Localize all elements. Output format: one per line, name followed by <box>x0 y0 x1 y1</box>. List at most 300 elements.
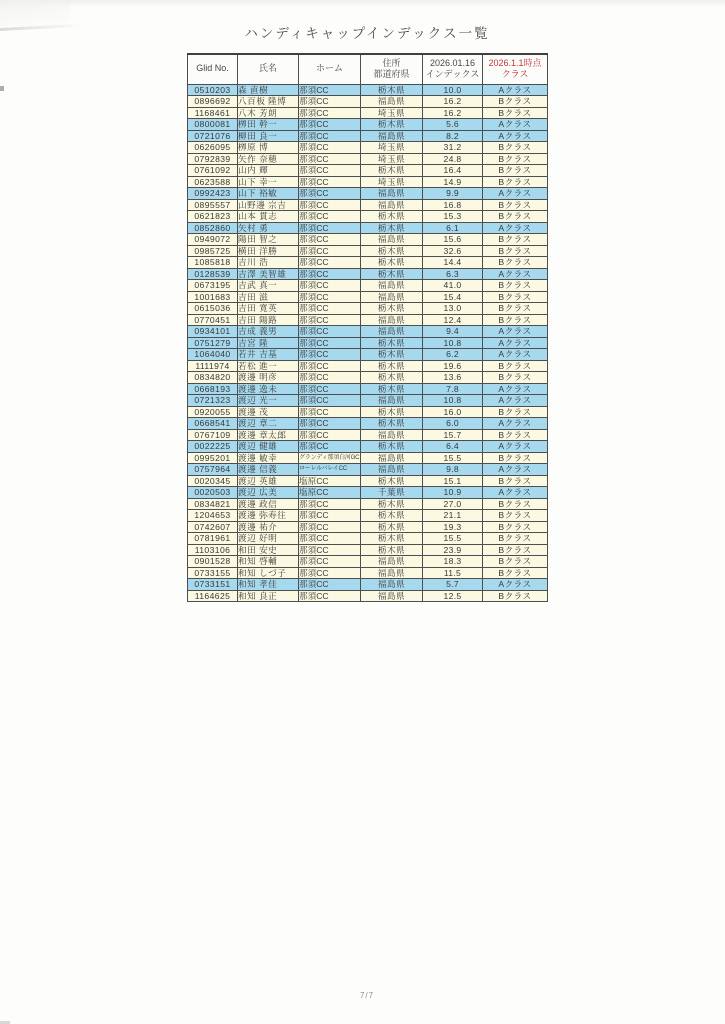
cell-prefecture: 福島県 <box>361 314 423 326</box>
table-row <box>188 268 548 280</box>
cell-prefecture: 栃木県 <box>361 360 423 372</box>
cell-index: 10.8 <box>423 337 483 349</box>
cell-prefecture: 福島県 <box>361 280 423 292</box>
cell-home-club: 那須CC <box>299 383 361 395</box>
scan-top-shade <box>0 0 725 7</box>
column-header-index <box>423 54 483 84</box>
cell-glid-no: 0673195 <box>188 280 238 292</box>
cell-glid-no: 0020345 <box>188 475 238 487</box>
cell-index: 23.9 <box>423 544 483 556</box>
cell-prefecture: 福島県 <box>361 567 423 579</box>
cell-index: 15.7 <box>423 429 483 441</box>
cell-name: 渡辺 広美 <box>238 487 299 499</box>
cell-glid-no: 0761092 <box>188 165 238 177</box>
cell-prefecture: 栃木県 <box>361 475 423 487</box>
cell-index: 5.7 <box>423 579 483 591</box>
cell-class: Aクラス <box>483 268 548 280</box>
cell-index: 12.4 <box>423 314 483 326</box>
cell-class: Bクラス <box>483 406 548 418</box>
cell-index: 16.2 <box>423 107 483 119</box>
table-row <box>188 590 548 602</box>
table-row <box>188 510 548 522</box>
cell-glid-no: 0733155 <box>188 567 238 579</box>
cell-class: Aクラス <box>483 222 548 234</box>
table-row <box>188 521 548 533</box>
cell-class: Bクラス <box>483 498 548 510</box>
cell-prefecture: 埼玉県 <box>361 153 423 165</box>
table-row <box>188 418 548 430</box>
cell-prefecture: 栃木県 <box>361 119 423 131</box>
cell-home-club: 那須CC <box>299 521 361 533</box>
cell-home-club: 那須CC <box>299 245 361 257</box>
cell-home-club: 那須CC <box>299 395 361 407</box>
cell-prefecture: 福島県 <box>361 291 423 303</box>
table-row <box>188 360 548 372</box>
column-header-line1: 2026.1.1時点 <box>488 57 542 68</box>
table-row <box>188 303 548 315</box>
cell-home-club: 那須CC <box>299 337 361 349</box>
cell-prefecture: 福島県 <box>361 429 423 441</box>
table-row <box>188 96 548 108</box>
cell-glid-no: 0800081 <box>188 119 238 131</box>
cell-index: 15.1 <box>423 475 483 487</box>
cell-home-club: 塩原CC <box>299 487 361 499</box>
column-header-class <box>483 54 548 84</box>
table-row <box>188 314 548 326</box>
cell-class: Aクラス <box>483 441 548 453</box>
cell-glid-no: 1164625 <box>188 590 238 602</box>
cell-prefecture: 栃木県 <box>361 521 423 533</box>
column-header-line1: 住所 <box>382 57 401 68</box>
cell-prefecture: 福島県 <box>361 452 423 464</box>
column-header-home <box>299 54 361 84</box>
cell-index: 24.8 <box>423 153 483 165</box>
cell-home-club: 那須CC <box>299 291 361 303</box>
cell-index: 14.9 <box>423 176 483 188</box>
cell-index: 21.1 <box>423 510 483 522</box>
cell-index: 6.4 <box>423 441 483 453</box>
cell-name: 吉田 滋 <box>238 291 299 303</box>
cell-glid-no: 1168461 <box>188 107 238 119</box>
cell-name: 矢作 奈穂 <box>238 153 299 165</box>
cell-prefecture: 埼玉県 <box>361 142 423 154</box>
cell-class: Aクラス <box>483 84 548 96</box>
table-row <box>188 119 548 131</box>
cell-index: 7.8 <box>423 383 483 395</box>
cell-glid-no: 0668541 <box>188 418 238 430</box>
cell-index: 41.0 <box>423 280 483 292</box>
cell-glid-no: 0934101 <box>188 326 238 338</box>
table-row <box>188 349 548 361</box>
cell-index: 31.2 <box>423 142 483 154</box>
cell-prefecture: 福島県 <box>361 556 423 568</box>
cell-index: 19.3 <box>423 521 483 533</box>
cell-name: 栁原 博 <box>238 142 299 154</box>
cell-index: 6.0 <box>423 418 483 430</box>
table-row <box>188 383 548 395</box>
cell-class: Bクラス <box>483 521 548 533</box>
cell-home-club: 那須CC <box>299 406 361 418</box>
cell-home-club: 那須CC <box>299 165 361 177</box>
table-header <box>188 54 548 84</box>
cell-name: 渡邊 政信 <box>238 498 299 510</box>
cell-home-club: グランディ那須白河GC <box>299 452 361 464</box>
cell-prefecture: 栃木県 <box>361 211 423 223</box>
page-number: 7/7 <box>359 991 375 1000</box>
cell-class: Bクラス <box>483 475 548 487</box>
cell-class: Bクラス <box>483 165 548 177</box>
table-row <box>188 176 548 188</box>
table-row <box>188 222 548 234</box>
cell-home-club: 那須CC <box>299 96 361 108</box>
cell-glid-no: 0751279 <box>188 337 238 349</box>
cell-index: 18.3 <box>423 556 483 568</box>
cell-name: 和知 しづ子 <box>238 567 299 579</box>
cell-glid-no: 0985725 <box>188 245 238 257</box>
cell-index: 15.5 <box>423 533 483 545</box>
table-row <box>188 326 548 338</box>
cell-home-club: 那須CC <box>299 326 361 338</box>
cell-name: 矢村 勇 <box>238 222 299 234</box>
cell-glid-no: 0920055 <box>188 406 238 418</box>
cell-name: 山下 裕敏 <box>238 188 299 200</box>
cell-name: 栁田 幹一 <box>238 119 299 131</box>
cell-index: 15.3 <box>423 211 483 223</box>
cell-name: 渡辺 好明 <box>238 533 299 545</box>
cell-glid-no: 0757964 <box>188 464 238 476</box>
cell-index: 15.4 <box>423 291 483 303</box>
cell-class: Bクラス <box>483 556 548 568</box>
cell-name: 若松 進一 <box>238 360 299 372</box>
cell-home-club: 那須CC <box>299 303 361 315</box>
cell-name: 吉川 浩 <box>238 257 299 269</box>
cell-home-club: 那須CC <box>299 349 361 361</box>
cell-glid-no: 0792839 <box>188 153 238 165</box>
cell-name: 山本 貫志 <box>238 211 299 223</box>
cell-name: 渡辺 健雄 <box>238 441 299 453</box>
cell-prefecture: 栃木県 <box>361 406 423 418</box>
cell-index: 16.2 <box>423 96 483 108</box>
cell-home-club: 那須CC <box>299 130 361 142</box>
cell-glid-no: 0781961 <box>188 533 238 545</box>
cell-home-club: 那須CC <box>299 107 361 119</box>
table-row <box>188 84 548 96</box>
cell-name: 和知 良正 <box>238 590 299 602</box>
table-row <box>188 211 548 223</box>
column-header-line1: 2026.01.16 <box>429 57 476 68</box>
cell-index: 11.5 <box>423 567 483 579</box>
cell-name: 森 直樹 <box>238 84 299 96</box>
cell-class: Bクラス <box>483 257 548 269</box>
cell-glid-no: 0767109 <box>188 429 238 441</box>
cell-glid-no: 0895557 <box>188 199 238 211</box>
cell-class: Bクラス <box>483 245 548 257</box>
table-row <box>188 245 548 257</box>
cell-index: 6.1 <box>423 222 483 234</box>
cell-index: 13.6 <box>423 372 483 384</box>
table-row <box>188 234 548 246</box>
cell-name: 若井 吉基 <box>238 349 299 361</box>
cell-name: 山野邊 宗吉 <box>238 199 299 211</box>
cell-home-club: 那須CC <box>299 510 361 522</box>
cell-home-club: 那須CC <box>299 176 361 188</box>
cell-class: Bクラス <box>483 96 548 108</box>
cell-name: 渡辺 章二 <box>238 418 299 430</box>
cell-glid-no: 0510203 <box>188 84 238 96</box>
cell-home-club: 那須CC <box>299 153 361 165</box>
cell-prefecture: 栃木県 <box>361 418 423 430</box>
cell-class: Aクラス <box>483 579 548 591</box>
cell-home-club: 那須CC <box>299 188 361 200</box>
cell-prefecture: 埼玉県 <box>361 176 423 188</box>
table-row <box>188 291 548 303</box>
cell-index: 13.0 <box>423 303 483 315</box>
cell-home-club: 那須CC <box>299 119 361 131</box>
cell-glid-no: 1111974 <box>188 360 238 372</box>
cell-glid-no: 0852860 <box>188 222 238 234</box>
cell-class: Bクラス <box>483 360 548 372</box>
cell-name: 渡辺 英雄 <box>238 475 299 487</box>
table-row <box>188 452 548 464</box>
cell-name: 和田 安史 <box>238 544 299 556</box>
cell-name: 山下 幸一 <box>238 176 299 188</box>
cell-class: Aクラス <box>483 337 548 349</box>
cell-prefecture: 栃木県 <box>361 245 423 257</box>
cell-class: Bクラス <box>483 590 548 602</box>
cell-class: Aクラス <box>483 383 548 395</box>
cell-index: 14.4 <box>423 257 483 269</box>
column-header-glid <box>188 54 238 84</box>
cell-prefecture: 福島県 <box>361 96 423 108</box>
cell-index: 10.0 <box>423 84 483 96</box>
cell-glid-no: 1085818 <box>188 257 238 269</box>
table-row <box>188 165 548 177</box>
table-row <box>188 395 548 407</box>
table-body <box>188 84 548 602</box>
column-header-name <box>238 54 299 84</box>
cell-home-club: 那須CC <box>299 84 361 96</box>
cell-name: 渡邊 明彦 <box>238 372 299 384</box>
cell-class: Aクラス <box>483 130 548 142</box>
cell-prefecture: 栃木県 <box>361 544 423 556</box>
cell-prefecture: 福島県 <box>361 130 423 142</box>
cell-name: 八木 芳朗 <box>238 107 299 119</box>
cell-prefecture: 千葉県 <box>361 487 423 499</box>
cell-index: 9.8 <box>423 464 483 476</box>
cell-index: 15.5 <box>423 452 483 464</box>
cell-name: 和知 孝佳 <box>238 579 299 591</box>
cell-class: Bクラス <box>483 142 548 154</box>
cell-prefecture: 栃木県 <box>361 533 423 545</box>
cell-glid-no: 0770451 <box>188 314 238 326</box>
column-header-line2: クラス <box>501 69 529 80</box>
cell-index: 15.6 <box>423 234 483 246</box>
column-header-line2: 都道府県 <box>373 69 410 80</box>
cell-index: 9.9 <box>423 188 483 200</box>
cell-name: 吉成 義男 <box>238 326 299 338</box>
cell-glid-no: 0834821 <box>188 498 238 510</box>
cell-index: 10.9 <box>423 487 483 499</box>
column-header-line1: Glid No. <box>196 63 229 74</box>
cell-prefecture: 栃木県 <box>361 303 423 315</box>
cell-class: Bクラス <box>483 199 548 211</box>
cell-prefecture: 栃木県 <box>361 222 423 234</box>
cell-name: 渡邊 祐介 <box>238 521 299 533</box>
cell-prefecture: 栃木県 <box>361 498 423 510</box>
cell-prefecture: 栃木県 <box>361 268 423 280</box>
cell-home-club: 那須CC <box>299 372 361 384</box>
cell-prefecture: 福島県 <box>361 188 423 200</box>
table-row <box>188 441 548 453</box>
cell-glid-no: 1064040 <box>188 349 238 361</box>
table-row <box>188 337 548 349</box>
cell-class: Bクラス <box>483 372 548 384</box>
column-header-line2: インデックス <box>425 69 480 80</box>
cell-class: Bクラス <box>483 291 548 303</box>
cell-index: 8.2 <box>423 130 483 142</box>
cell-name: 吉武 真一 <box>238 280 299 292</box>
table-row <box>188 567 548 579</box>
table-row <box>188 464 548 476</box>
cell-home-club: ローレルバレイCC <box>299 464 361 476</box>
cell-home-club: 那須CC <box>299 418 361 430</box>
cell-home-club: 那須CC <box>299 280 361 292</box>
cell-name: 渡邊 弥寿往 <box>238 510 299 522</box>
cell-name: 山内 輝 <box>238 165 299 177</box>
column-header-pref <box>361 54 423 84</box>
cell-name: 吉宮 隆 <box>238 337 299 349</box>
cell-glid-no: 0901528 <box>188 556 238 568</box>
cell-class: Aクラス <box>483 395 548 407</box>
handicap-index-table <box>187 53 548 602</box>
cell-home-club: 那須CC <box>299 222 361 234</box>
cell-home-club: 塩原CC <box>299 475 361 487</box>
cell-name: 吉澤 美智雄 <box>238 268 299 280</box>
cell-prefecture: 栃木県 <box>361 165 423 177</box>
cell-name: 陽田 智之 <box>238 234 299 246</box>
table-row <box>188 199 548 211</box>
cell-class: Bクラス <box>483 533 548 545</box>
cell-home-club: 那須CC <box>299 234 361 246</box>
table-row <box>188 429 548 441</box>
cell-prefecture: 栃木県 <box>361 383 423 395</box>
cell-class: Aクラス <box>483 326 548 338</box>
cell-name: 吉田 寛英 <box>238 303 299 315</box>
cell-index: 10.8 <box>423 395 483 407</box>
cell-name: 渡邊 敏幸 <box>238 452 299 464</box>
cell-home-club: 那須CC <box>299 556 361 568</box>
scan-edge-mark <box>0 86 4 91</box>
table-row <box>188 188 548 200</box>
cell-prefecture: 埼玉県 <box>361 107 423 119</box>
cell-glid-no: 0995201 <box>188 452 238 464</box>
cell-glid-no: 0621823 <box>188 211 238 223</box>
cell-prefecture: 福島県 <box>361 199 423 211</box>
cell-prefecture: 栃木県 <box>361 257 423 269</box>
cell-home-club: 那須CC <box>299 579 361 591</box>
cell-glid-no: 0992423 <box>188 188 238 200</box>
cell-glid-no: 0615036 <box>188 303 238 315</box>
cell-prefecture: 福島県 <box>361 395 423 407</box>
scan-corner-shade <box>0 0 70 26</box>
cell-home-club: 那須CC <box>299 314 361 326</box>
cell-home-club: 那須CC <box>299 257 361 269</box>
cell-index: 12.5 <box>423 590 483 602</box>
cell-glid-no: 0626095 <box>188 142 238 154</box>
cell-class: Aクラス <box>483 418 548 430</box>
cell-glid-no: 0733151 <box>188 579 238 591</box>
cell-prefecture: 栃木県 <box>361 84 423 96</box>
table-row <box>188 372 548 384</box>
cell-class: Bクラス <box>483 314 548 326</box>
cell-name: 柳田 良一 <box>238 130 299 142</box>
table-row <box>188 487 548 499</box>
table-row <box>188 406 548 418</box>
table-row <box>188 280 548 292</box>
column-header-line1: ホーム <box>315 63 343 74</box>
cell-glid-no: 0896692 <box>188 96 238 108</box>
cell-home-club: 那須CC <box>299 567 361 579</box>
cell-prefecture: 栃木県 <box>361 441 423 453</box>
table-row <box>188 556 548 568</box>
table-row <box>188 142 548 154</box>
cell-index: 16.0 <box>423 406 483 418</box>
table-row <box>188 153 548 165</box>
cell-prefecture: 福島県 <box>361 326 423 338</box>
table-row <box>188 579 548 591</box>
page-title: ハンディキャップインデックス一覧 <box>244 26 490 41</box>
cell-glid-no: 0834820 <box>188 372 238 384</box>
cell-name: 吉田 陽路 <box>238 314 299 326</box>
cell-prefecture: 栃木県 <box>361 337 423 349</box>
cell-glid-no: 0022225 <box>188 441 238 453</box>
cell-class: Aクラス <box>483 349 548 361</box>
table-row <box>188 544 548 556</box>
cell-prefecture: 福島県 <box>361 464 423 476</box>
cell-index: 6.2 <box>423 349 483 361</box>
cell-home-club: 那須CC <box>299 142 361 154</box>
cell-home-club: 那須CC <box>299 268 361 280</box>
cell-home-club: 那須CC <box>299 211 361 223</box>
cell-glid-no: 1103106 <box>188 544 238 556</box>
cell-glid-no: 0020503 <box>188 487 238 499</box>
cell-class: Aクラス <box>483 464 548 476</box>
cell-home-club: 那須CC <box>299 429 361 441</box>
cell-name: 和知 啓輔 <box>238 556 299 568</box>
cell-index: 16.8 <box>423 199 483 211</box>
cell-prefecture: 栃木県 <box>361 510 423 522</box>
cell-name: 渡邊 信義 <box>238 464 299 476</box>
cell-prefecture: 福島県 <box>361 579 423 591</box>
table-row <box>188 475 548 487</box>
cell-class: Bクラス <box>483 280 548 292</box>
cell-class: Bクラス <box>483 176 548 188</box>
cell-name: 渡邊 章太郎 <box>238 429 299 441</box>
cell-home-club: 那須CC <box>299 498 361 510</box>
cell-class: Bクラス <box>483 510 548 522</box>
cell-glid-no: 0128539 <box>188 268 238 280</box>
cell-index: 32.6 <box>423 245 483 257</box>
cell-class: Aクラス <box>483 188 548 200</box>
cell-index: 5.6 <box>423 119 483 131</box>
cell-class: Bクラス <box>483 107 548 119</box>
cell-index: 27.0 <box>423 498 483 510</box>
cell-prefecture: 栃木県 <box>361 349 423 361</box>
cell-class: Bクラス <box>483 303 548 315</box>
table-row <box>188 257 548 269</box>
cell-prefecture: 栃木県 <box>361 372 423 384</box>
cell-name: 八百板 隆博 <box>238 96 299 108</box>
